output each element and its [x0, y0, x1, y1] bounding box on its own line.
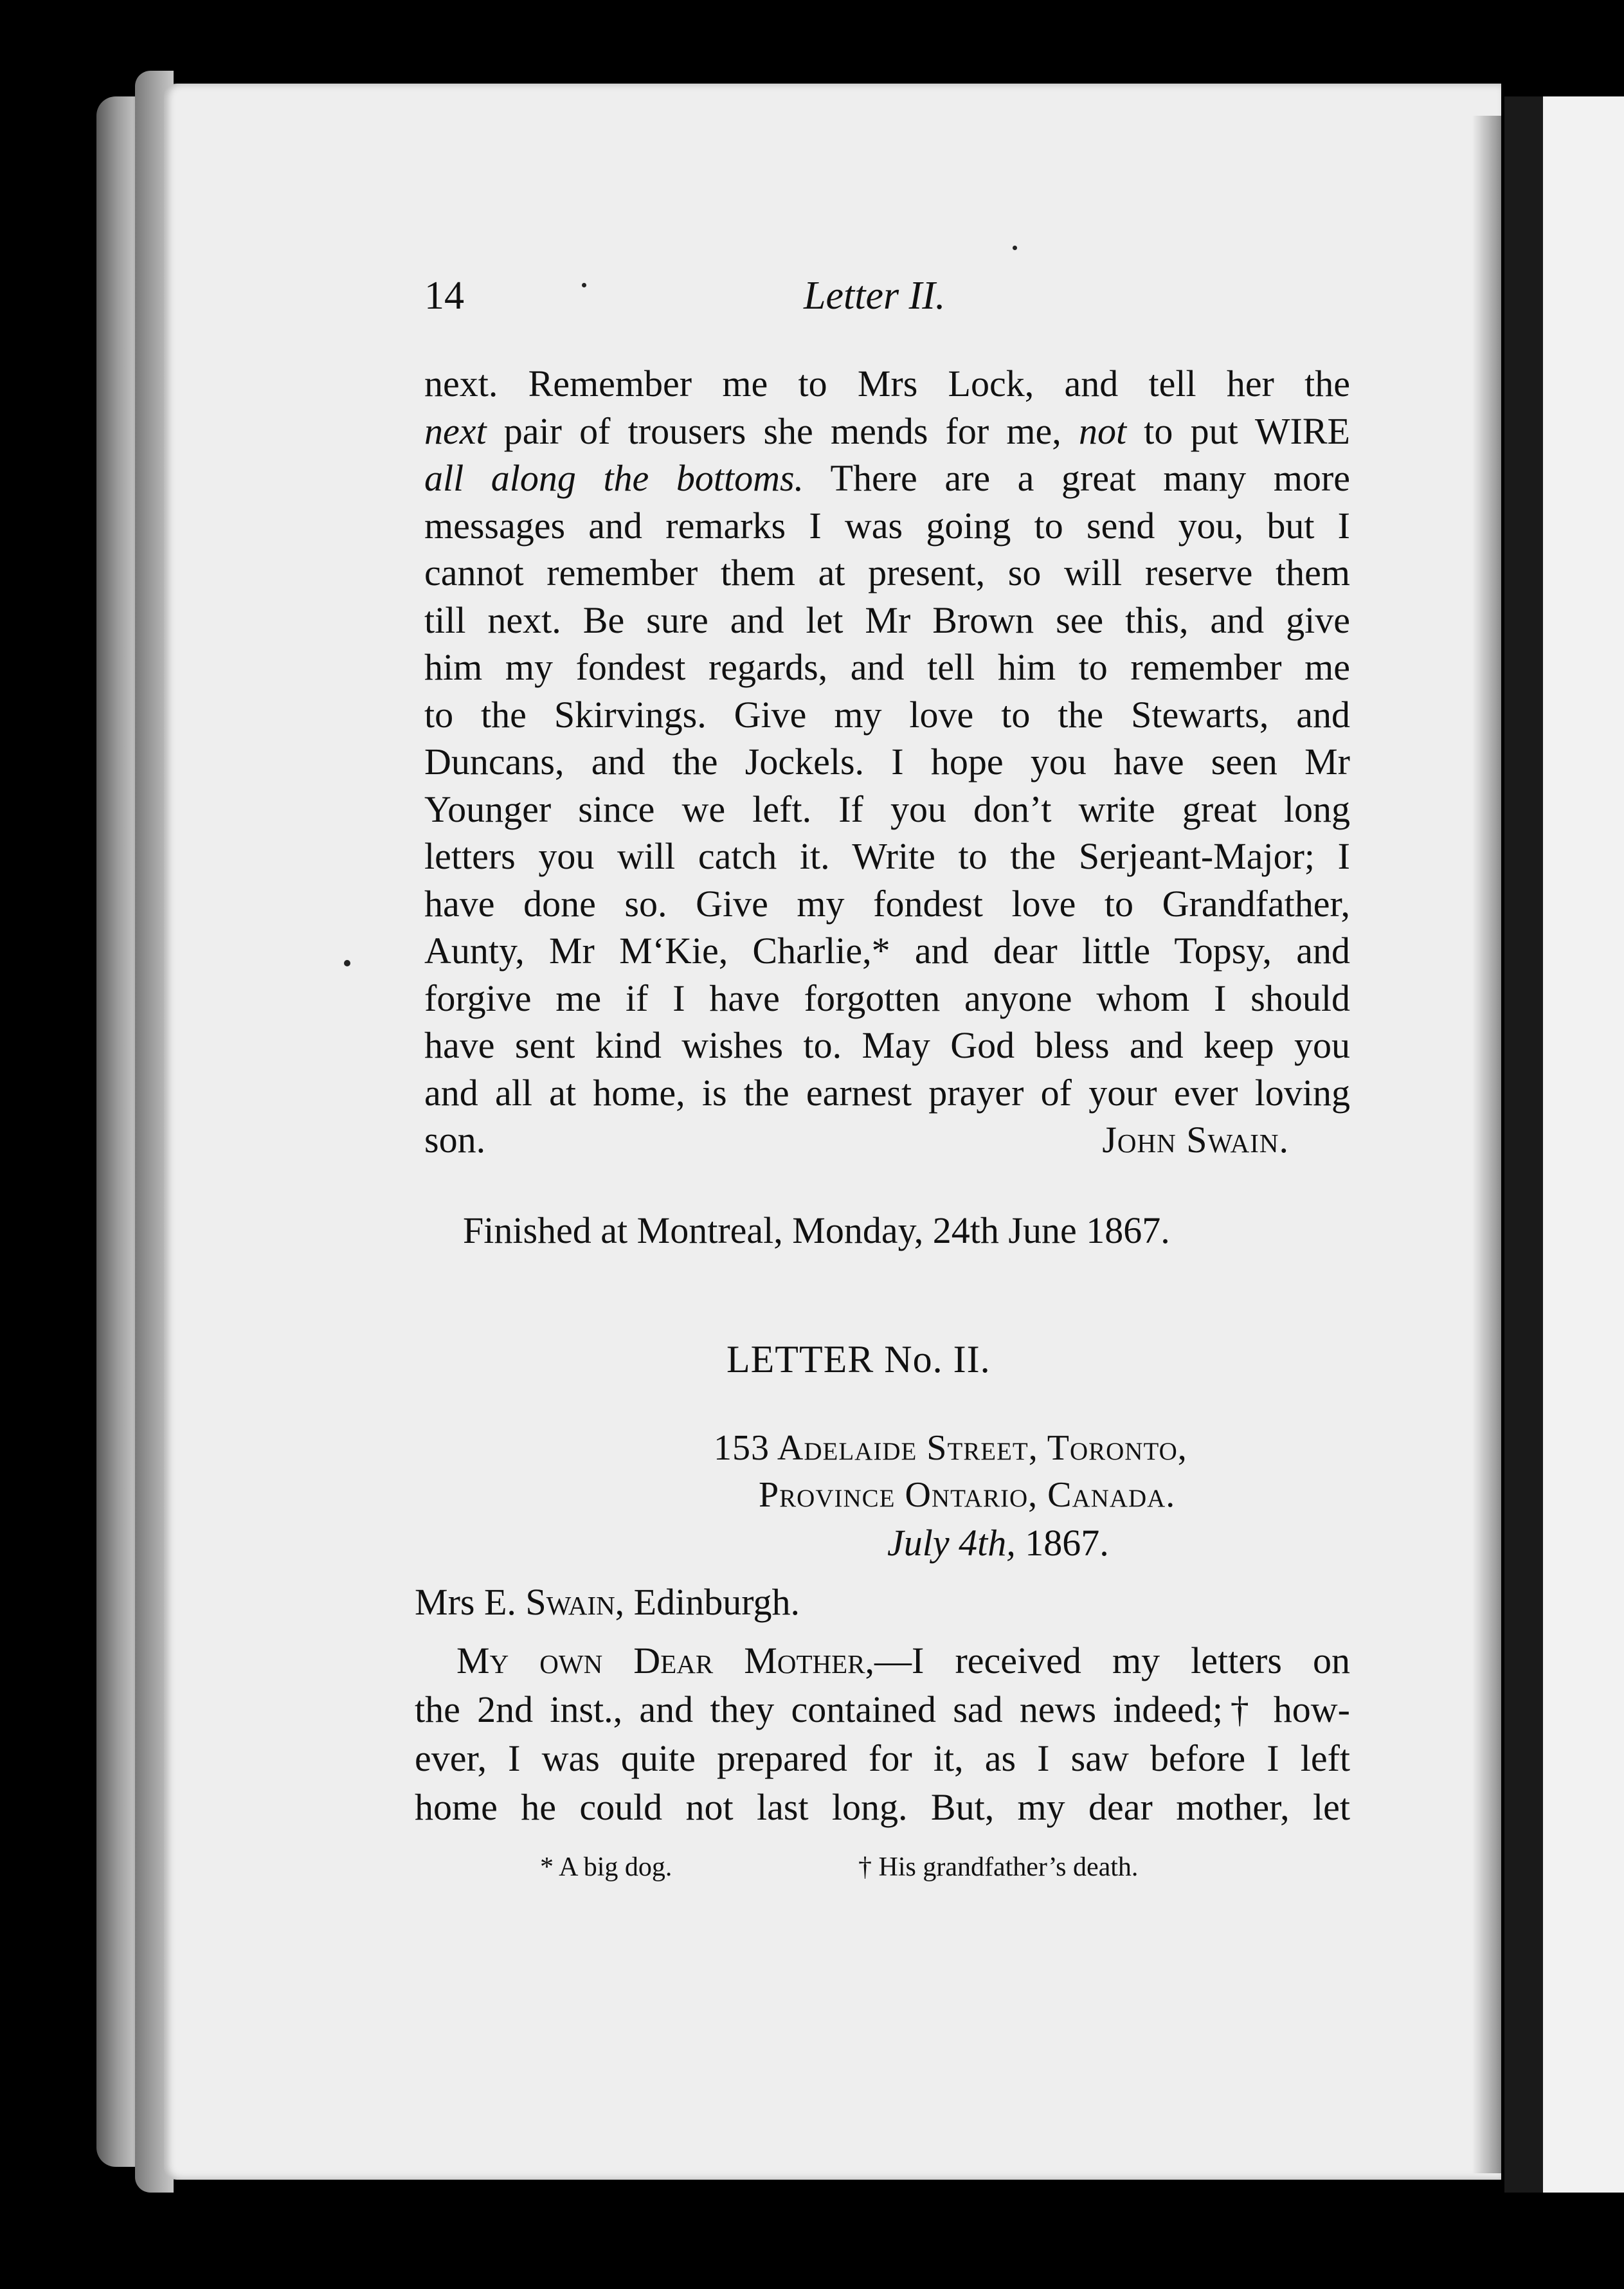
text-line: have done so. Give my fondest love to Grandfather,	[424, 882, 1350, 925]
text-line: next pair of trousers she mends for me, not to put WIRE	[424, 410, 1350, 452]
letter2-heading: LETTER No. II.	[726, 1338, 991, 1380]
finished-note: Finished at Montreal, Monday, 24th June 1867.	[463, 1209, 1170, 1251]
text-line: Younger since we left. If you don’t write great long	[424, 788, 1350, 830]
date-day: July 4th,	[887, 1522, 1016, 1564]
text-line: till next. Be sure and let Mr Brown see this, and give	[424, 599, 1350, 641]
text-line: the 2nd inst., and they contained sad news indeed;† how-	[415, 1688, 1350, 1730]
ink-speck	[1013, 246, 1017, 250]
running-head: Letter II.	[804, 274, 946, 318]
letter-date	[887, 1521, 1109, 1564]
signature: John Swain.	[1102, 1119, 1289, 1161]
address-line-1: 153 Adelaide Street, Toronto,	[714, 1428, 1187, 1468]
gutter-shadow	[1472, 116, 1504, 2173]
text-line: letters you will catch it. Write to the Serjeant-Major; I	[424, 835, 1350, 877]
text-line: home he could not last long. But, my dear mother, let	[415, 1786, 1350, 1828]
facing-page-edge	[1504, 96, 1624, 2193]
text-line: cannot remember them at present, so will reserve them	[424, 552, 1350, 593]
text-line: him my fondest regards, and tell him to remember me	[424, 646, 1350, 688]
ink-speck	[344, 960, 350, 966]
salutation: My own Dear Mother,	[456, 1640, 875, 1681]
letter2-text	[415, 1636, 1350, 1832]
text-line: all along the bottoms. There are a great many more	[424, 457, 1351, 499]
text-line: Duncans, and the Jockels. I hope you have seen Mr	[424, 741, 1350, 783]
page-header	[424, 273, 1350, 325]
signature-line	[424, 1116, 1350, 1164]
recipient-line	[415, 1580, 800, 1624]
page-number: 14	[424, 274, 464, 318]
text-line: messages and remarks I was going to send you, but I	[424, 504, 1350, 547]
recipient-prefix: Mrs E.	[415, 1581, 526, 1623]
recipient-suffix: , Edinburgh.	[615, 1581, 800, 1623]
address-line-2: Province Ontario, Canada.	[759, 1475, 1176, 1515]
text-line: Aunty, Mr M‘Kie, Charlie,* and dear little Topsy, and	[424, 930, 1350, 972]
text-line: have sent kind wishes to. May God bless and keep you	[424, 1024, 1350, 1066]
closing-word: son.	[424, 1119, 486, 1161]
text-line: next. Remember me to Mrs Lock, and tell her the	[424, 363, 1350, 404]
letter1-text	[424, 360, 1350, 1164]
recipient-name: Swain	[525, 1581, 615, 1623]
footnote-2: † His grandfather’s death.	[858, 1852, 1139, 1882]
text-line: to the Skirvings. Give my love to the Stewarts, and	[424, 693, 1350, 736]
footnote-1: * A big dog.	[540, 1852, 672, 1882]
ink-speck	[582, 283, 586, 287]
text-line: My own Dear Mother,—I received my letters on	[456, 1640, 1350, 1681]
text-line: ever, I was quite prepared for it, as I saw before I left	[415, 1737, 1350, 1779]
text-line: forgive me if I have forgotten anyone whom I should	[424, 977, 1350, 1019]
date-year: 1867.	[1025, 1522, 1109, 1564]
text-line: and all at home, is the earnest prayer of your ever loving	[424, 1071, 1350, 1114]
